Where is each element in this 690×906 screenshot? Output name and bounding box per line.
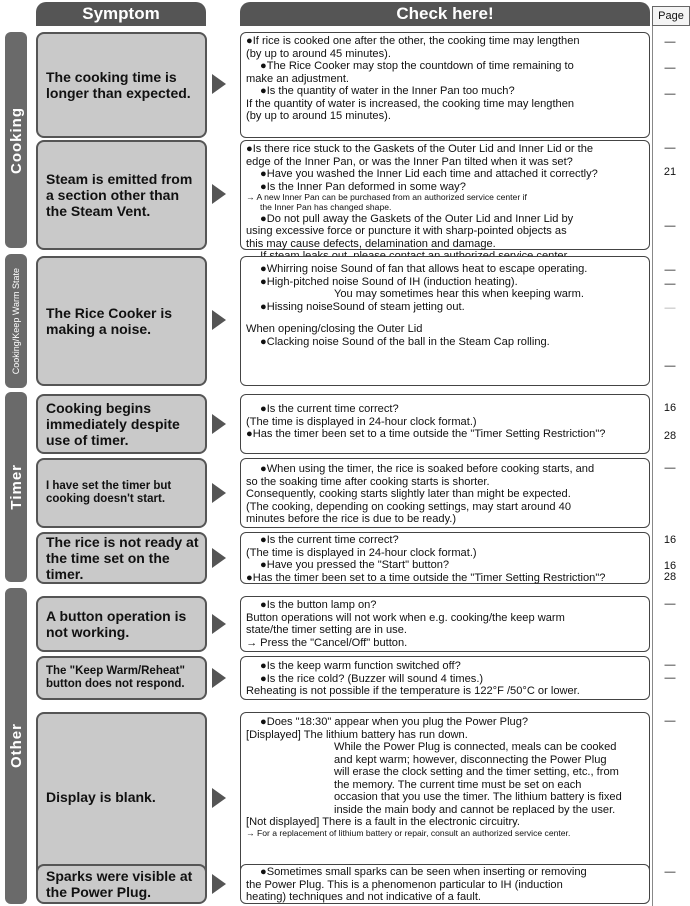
check-line: (The time is displayed in 24-hour clock format.) (246, 546, 477, 559)
page-ref: — (664, 36, 676, 48)
check-box-button (240, 596, 650, 652)
page-ref: — (664, 598, 676, 610)
check-line: ●If rice is cooked one after the other, the cooking time may lengthen (246, 35, 580, 47)
page-refs-display (652, 712, 688, 882)
page-refs-button (652, 596, 688, 652)
page-header: Page (652, 6, 690, 26)
check-line: ●Have you washed the Inner Lid each time and attached it correctly? (260, 168, 598, 181)
check-line: If the quantity of water is increased, the cooking time may lengthen (246, 97, 575, 110)
symptom-rice-not-ready: The rice is not ready at the time set on the timer. (36, 532, 207, 584)
check-line: When opening/closing the Outer Lid (246, 323, 423, 336)
check-line: (The cooking, depending on cooking settings, may start around 40 (246, 500, 572, 513)
page-refs-noise (652, 256, 688, 386)
check-line: ●High-pitched noise Sound of IH (induction heating). (260, 275, 518, 288)
check-line: inside the main body and cannot be replaced by the user. (334, 803, 616, 816)
section-label: Timer (7, 464, 25, 510)
check-line: ●Is the button lamp on? (260, 599, 377, 611)
check-line: Consequently, cooking starts slightly later than might be expected. (246, 488, 571, 501)
symptom-cooking-begins: Cooking begins immediately despite use of timer. (36, 394, 207, 454)
check-line: ●Have you pressed the "Start" button? (260, 559, 450, 572)
check-line: ●Is there rice stuck to the Gaskets of the Outer Lid and Inner Lid or the (246, 143, 594, 155)
arrow-icon (212, 788, 226, 808)
page-refs-steam (652, 140, 688, 250)
page-ref: 21 (663, 166, 677, 178)
check-line: ●When using the timer, the rice is soaked before cooking starts, and (260, 463, 595, 475)
symptom-display-blank: Display is blank. (36, 712, 207, 882)
check-line: (by up to around 45 minutes). (246, 47, 391, 60)
check-box-rice-not-ready (240, 532, 650, 584)
check-line: → For a replacement of lithium battery or repair, consult an authorized service center. (246, 827, 571, 838)
page-ref: 16 (663, 534, 677, 546)
page-ref: — (664, 302, 676, 314)
check-line: (by up to around 15 minutes). (246, 110, 391, 123)
check-line: minutes before the rice is due to be ready.) (246, 513, 457, 526)
check-box-cooking-begins (240, 394, 650, 454)
check-line: ●Is the quantity of water in the Inner Pan too much? (260, 85, 515, 98)
check-line: (The time is displayed in 24-hour clock format.) (246, 415, 477, 428)
check-line: state/the timer setting are in use. (246, 624, 407, 637)
arrow-icon (212, 874, 226, 894)
symptom-noise: The Rice Cooker is making a noise. (36, 256, 207, 386)
page-ref: 16 (663, 560, 677, 572)
check-line: Button operations will not work when e.g. cooking/the keep warm (246, 611, 565, 624)
check-line: will erase the clock setting and the timer setting, etc., from (334, 766, 619, 779)
check-line: the memory. The current time must be set on each (334, 778, 582, 791)
page-refs-cooking-begins (652, 394, 688, 454)
check-line: occasion that you use the timer. The lithium battery is fixed (334, 791, 622, 804)
check-box-timer-not-start (240, 458, 650, 528)
section-other (5, 588, 27, 904)
page-ref: — (664, 360, 676, 372)
check-line: ●Do not pull away the Gaskets of the Outer Lid and Inner Lid by (260, 212, 574, 225)
page-ref: — (664, 88, 676, 100)
page-ref: — (664, 462, 676, 474)
check-line: the Inner Pan has changed shape. (260, 201, 392, 212)
check-line: [Not displayed] There is a fault in the electronic circuitry. (246, 816, 520, 829)
check-line: [Displayed] The lithium battery has run down. (246, 728, 468, 741)
check-box-cooking-time (240, 32, 650, 138)
page-ref: — (664, 142, 676, 154)
arrow-icon (212, 414, 226, 434)
page-ref: — (664, 278, 676, 290)
symptom-keep-warm-reheat: The "Keep Warm/Reheat" button does not respond. (36, 656, 207, 700)
check-line: heating) techniques and not indicative of a fault. (246, 891, 481, 904)
section-cooking (5, 32, 27, 248)
check-line: ●Has the timer been set to a time outside the "Timer Setting Restriction"? (246, 428, 606, 441)
section-label: Other (7, 723, 25, 769)
check-line: ●Sometimes small sparks can be seen when inserting or removing (260, 866, 587, 878)
check-line: edge of the Inner Pan, or was the Inner Pan tilted when it was set? (246, 155, 573, 168)
arrow-icon (212, 310, 226, 330)
check-line: so the soaking time after cooking starts is shorter. (246, 475, 490, 488)
page-ref: — (664, 659, 676, 671)
check-box-sparks (240, 864, 650, 904)
section-timer (5, 392, 27, 582)
symptom-button-not-working: A button operation is not working. (36, 596, 207, 652)
check-line: ●The Rice Cooker may stop the countdown of time remaining to (260, 60, 574, 73)
check-line: While the Power Plug is connected, meals can be cooked (334, 741, 617, 754)
arrow-icon (212, 184, 226, 204)
check-header: Check here! (240, 2, 650, 26)
check-line: and kept warm; however, disconnecting the Power Plug (334, 753, 607, 766)
page-ref: 28 (663, 430, 677, 442)
check-line: → Press the "Cancel/Off" button. (246, 636, 408, 649)
arrow-icon (212, 614, 226, 634)
page-ref: — (664, 220, 676, 232)
arrow-icon (212, 74, 226, 94)
section-label: Cooking/Keep Warm State (11, 267, 21, 375)
check-line: the Power Plug. This is a phenomenon particular to IH (induction (246, 878, 563, 891)
page-ref: — (664, 715, 676, 727)
check-box-keep-warm (240, 656, 650, 700)
check-line: ●Is the current time correct? (260, 534, 399, 546)
check-line: Reheating is not possible if the temperature is 122°F /50°C or lower. (246, 685, 580, 698)
symptom-timer-not-start: I have set the timer but cooking doesn't start. (36, 458, 207, 528)
check-line: ●Hissing noiseSound of steam jetting out. (260, 300, 465, 313)
page-ref: — (664, 62, 676, 74)
arrow-icon (212, 483, 226, 503)
check-box-steam (240, 140, 650, 250)
check-line: → A new Inner Pan can be purchased from an authorized service center if (246, 192, 527, 203)
page-ref: — (664, 672, 676, 684)
page-refs-cooking-time (652, 32, 688, 138)
arrow-icon (212, 548, 226, 568)
check-line: ●Is the Inner Pan deformed in some way? (260, 180, 466, 193)
section-cooking-keep-warm (5, 254, 27, 388)
arrow-icon (212, 668, 226, 688)
check-box-noise (240, 256, 650, 386)
check-line: this may cause defects, delamination and damage. (246, 237, 496, 250)
page-refs-keep-warm (652, 656, 688, 700)
check-line: ●Is the keep warm function switched off? (260, 660, 461, 672)
page-ref: 28 (663, 571, 677, 583)
page-ref: 16 (663, 402, 677, 414)
symptom-steam-emitted: Steam is emitted from a section other than the Steam Vent. (36, 140, 207, 250)
check-line: ●Has the timer been set to a time outside the "Timer Setting Restriction"? (246, 571, 606, 584)
symptom-cooking-time: The cooking time is longer than expected. (36, 32, 207, 138)
symptom-header: Symptom (36, 2, 206, 26)
check-box-display (240, 712, 650, 882)
check-line: make an adjustment. (246, 72, 349, 85)
check-line: You may sometimes hear this when keeping warm. (334, 288, 584, 301)
page-refs-rice-not-ready (652, 532, 688, 584)
section-label: Cooking (7, 106, 25, 174)
check-line: ●Clacking noise Sound of the ball in the Steam Cap rolling. (260, 335, 550, 348)
check-line: using excessive force or puncture it with sharp-pointed objects as (246, 225, 567, 238)
check-line: ●Does "18:30" appear when you plug the Power Plug? (260, 716, 529, 728)
symptom-sparks: Sparks were visible at the Power Plug. (36, 864, 207, 904)
page-ref: — (664, 264, 676, 276)
page-refs-timer-not-start (652, 458, 688, 528)
page-ref: — (664, 866, 676, 878)
check-line: ●Is the current time correct? (260, 403, 399, 415)
page-refs-sparks (652, 864, 688, 904)
check-line: ●Whirring noise Sound of fan that allows heat to escape operating. (260, 263, 588, 275)
check-line: ●Is the rice cold? (Buzzer will sound 4 times.) (260, 672, 484, 685)
